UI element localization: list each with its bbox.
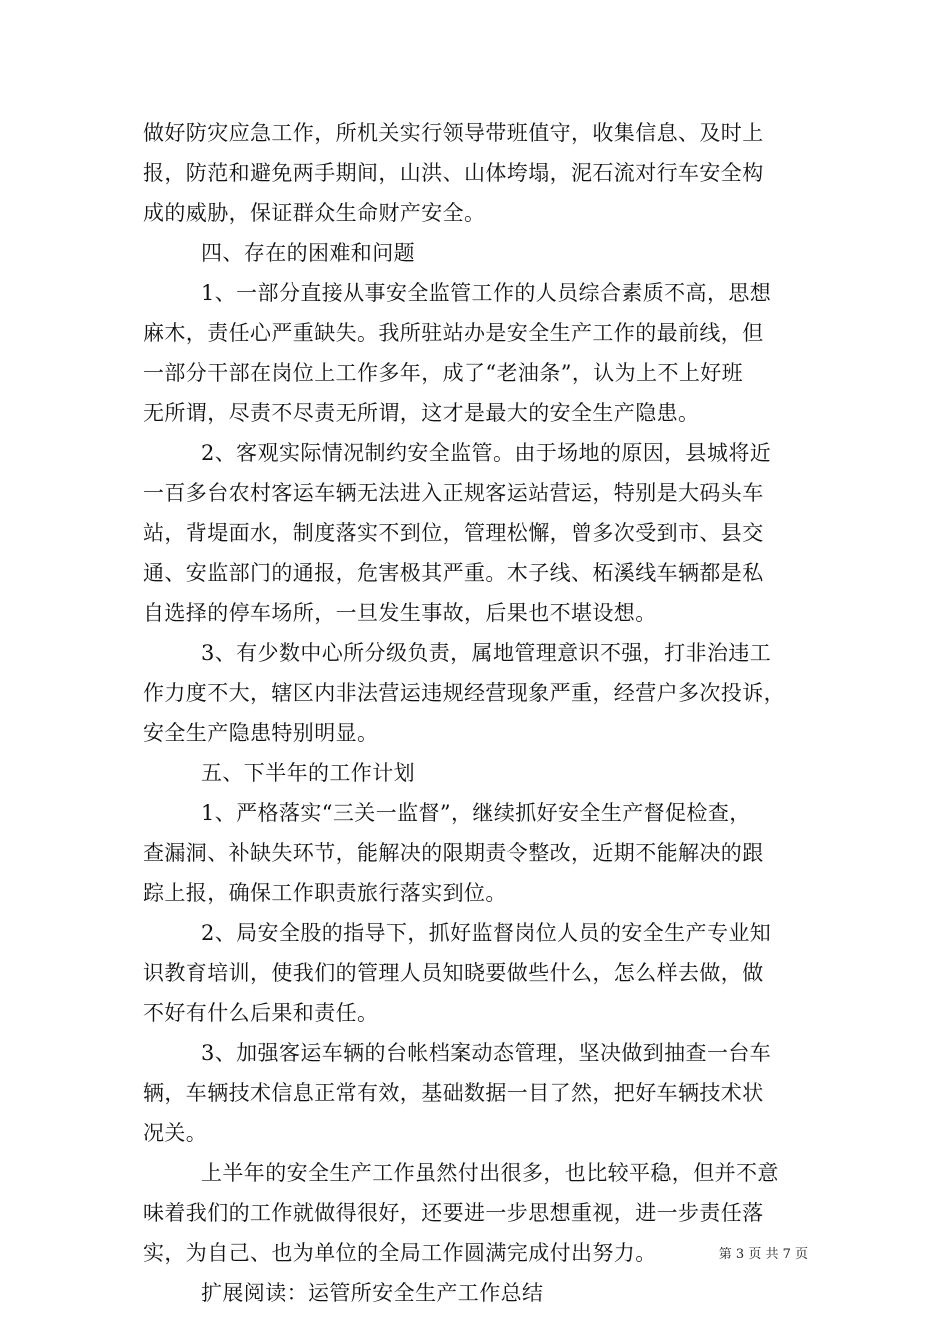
text-line: 1、严格落实“三关一监督”，继续抓好安全生产督促检查， xyxy=(201,801,751,825)
text-line: 一百多台农村客运车辆无法进入正规客运站营运，特别是大码头车 xyxy=(143,481,764,505)
section-heading: 四、存在的困难和问题 xyxy=(201,241,415,265)
text-line: 查漏洞、补缺失环节，能解决的限期责令整改，近期不能解决的跟 xyxy=(143,841,764,865)
text-line: 麻木，责任心严重缺失。我所驻站办是安全生产工作的最前线，但 xyxy=(143,321,764,345)
text-line: 踪上报，确保工作职责旅行落实到位。 xyxy=(143,881,507,905)
text-line: 3、有少数中心所分级负责，属地管理意识不强，打非治违工 xyxy=(201,641,772,665)
text-line: 无所谓，尽责不尽责无所谓，这才是最大的安全生产隐患。 xyxy=(143,401,700,425)
text-line: 3、加强客运车辆的台帐档案动态管理，坚决做到抽查一台车 xyxy=(201,1041,772,1065)
text-line: 站，背堤面水，制度落实不到位，管理松懈，曾多次受到市、县交 xyxy=(143,521,764,545)
page-footer: 第 3 页 共 7 页 xyxy=(718,1247,808,1262)
text-line: 一部分干部在岗位上工作多年，成了“老油条”，认为上不上好班 xyxy=(143,361,744,385)
text-line: 报，防范和避免两手期间，山洪、山体垮塌，泥石流对行车安全构 xyxy=(143,161,764,185)
text-line: 作力度不大，辖区内非法营运违规经营现象严重，经营户多次投诉， xyxy=(143,681,785,705)
text-line: 实，为自己、也为单位的全局工作圆满完成付出努力。 xyxy=(143,1241,657,1265)
text-line: 自选择的停车场所，一旦发生事故，后果也不堪设想。 xyxy=(143,601,657,625)
text-line: 味着我们的工作就做得很好，还要进一步思想重视，进一步责任落 xyxy=(143,1201,764,1225)
text-line: 成的威胁，保证群众生命财产安全。 xyxy=(143,201,486,225)
text-line: 做好防灾应急工作，所机关实行领导带班值守，收集信息、及时上 xyxy=(143,121,764,145)
text-line: 通、安监部门的通报，危害极其严重。木子线、柘溪线车辆都是私 xyxy=(143,561,764,585)
text-line: 辆，车辆技术信息正常有效，基础数据一目了然，把好车辆技术状 xyxy=(143,1081,764,1105)
text-line: 上半年的安全生产工作虽然付出很多，也比较平稳，但并不意 xyxy=(201,1161,779,1185)
text-line: 况关。 xyxy=(143,1121,208,1145)
text-line: 识教育培训，使我们的管理人员知晓要做些什么，怎么样去做，做 xyxy=(143,961,764,985)
extended-reading-line: 扩展阅读：运管所安全生产工作总结 xyxy=(201,1281,544,1305)
text-line: 不好有什么后果和责任。 xyxy=(143,1001,379,1025)
text-line: 2、局安全股的指导下，抓好监督岗位人员的安全生产专业知 xyxy=(201,921,772,945)
section-heading: 五、下半年的工作计划 xyxy=(201,761,415,785)
text-line: 安全生产隐患特别明显。 xyxy=(143,721,379,745)
document-body xyxy=(143,113,808,1313)
text-line: 1、一部分直接从事安全监管工作的人员综合素质不高，思想 xyxy=(201,281,772,305)
text-line: 2、客观实际情况制约安全监管。由于场地的原因，县城将近 xyxy=(201,441,772,465)
